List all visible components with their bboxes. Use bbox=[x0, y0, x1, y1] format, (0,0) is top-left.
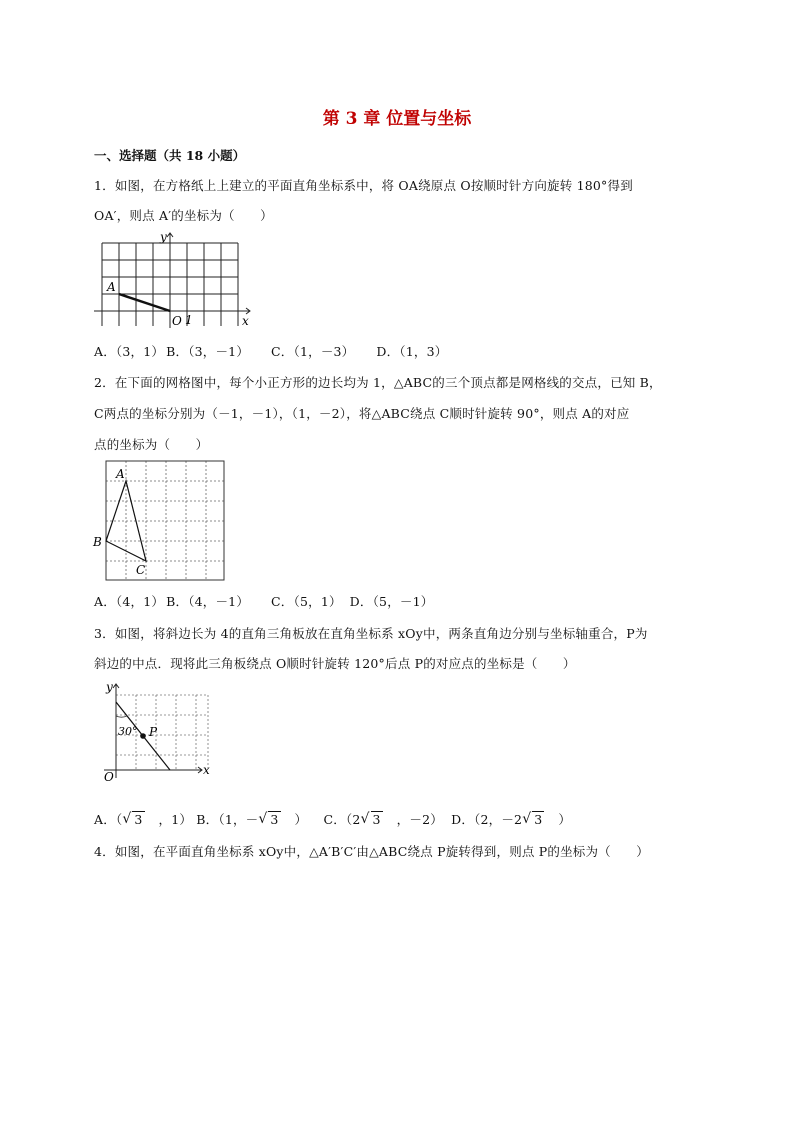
q1-segment-oa bbox=[119, 294, 170, 311]
q3-origin-label: O bbox=[104, 770, 114, 784]
q3-options bbox=[94, 810, 571, 828]
q2-point-a-label: A bbox=[116, 467, 125, 481]
sqrt-symbol bbox=[522, 812, 544, 827]
q1-grid-figure bbox=[92, 228, 257, 332]
q3-option-c[interactable] bbox=[323, 812, 443, 827]
q2-option-a[interactable]: A．（4，1） bbox=[94, 594, 165, 609]
q3-triangle-figure bbox=[92, 678, 222, 788]
q2-text-line1: 2．在下面的网格图中，每个小正方形的边长均为 1，△ABC的三个顶点都是网格线的交点，已知 B， bbox=[94, 375, 662, 390]
q3-option-c-radicand: 3 bbox=[372, 812, 381, 827]
q3-option-a-suffix: ，1） bbox=[158, 812, 193, 827]
q3-option-c-suffix: ，－2） bbox=[396, 812, 443, 827]
q3-option-a-prefix: A．（ bbox=[94, 812, 123, 827]
q3-point-p-label: P bbox=[149, 725, 158, 739]
q1-x-label: x bbox=[242, 314, 249, 328]
q3-option-a[interactable] bbox=[94, 812, 192, 827]
q1-option-d[interactable]: D．（1，3） bbox=[376, 344, 448, 359]
q1-text-line1: 1．如图，在方格纸上上建立的平面直角坐标系中，将 OA绕原点 O按顺时针方向旋转 180°得到 bbox=[94, 178, 633, 193]
q3-option-d-prefix: D．（2，－2 bbox=[451, 812, 523, 827]
q2-options bbox=[94, 592, 433, 610]
q2-grid-figure bbox=[88, 458, 230, 584]
q3-option-a-radicand: 3 bbox=[134, 812, 143, 827]
q1-origin-label: O bbox=[172, 314, 182, 328]
sqrt-symbol bbox=[361, 812, 383, 827]
q1-option-c[interactable]: C．（1，－3） bbox=[271, 344, 355, 359]
sqrt-symbol bbox=[258, 812, 280, 827]
q1-text-line2: OA′，则点 A′的坐标为（ ） bbox=[94, 208, 273, 223]
q2-point-c-label: C bbox=[136, 563, 146, 577]
q2-option-b[interactable]: B．（4，－1） bbox=[166, 594, 250, 609]
q4-text-line1: 4．如图，在平面直角坐标系 xOy中，△A′B′C′由△ABC绕点 P旋转得到，则点 P的坐标为（ ） bbox=[94, 844, 649, 859]
q3-option-c-prefix: C．（2 bbox=[323, 812, 361, 827]
q3-point-p bbox=[140, 733, 146, 739]
q2-point-b-label: B bbox=[93, 535, 102, 549]
q2-option-d[interactable]: D．（5，－1） bbox=[349, 594, 434, 609]
q1-unit-label: 1 bbox=[185, 313, 193, 327]
q3-text-line1: 3．如图，将斜边长为 4的直角三角板放在直角坐标系 xOy中，两条直角边分别与坐标轴重合，P为 bbox=[94, 626, 648, 641]
q3-option-d-suffix: ） bbox=[558, 812, 572, 827]
q3-option-d-radicand: 3 bbox=[534, 812, 543, 827]
page-title: 第 3 章 位置与坐标 bbox=[322, 109, 472, 129]
q3-text-line2: 斜边的中点．现将此三角板绕点 O顺时针旋转 120°后点 P的对应点的坐标是（ ） bbox=[94, 656, 576, 671]
q3-option-b-prefix: B．（1，－ bbox=[196, 812, 259, 827]
q3-option-b-radicand: 3 bbox=[270, 812, 279, 827]
q2-option-c[interactable]: C．（5，1） bbox=[271, 594, 342, 609]
q1-options bbox=[94, 342, 447, 360]
q3-option-b-suffix: ） bbox=[294, 812, 308, 827]
q2-text-line3: 点的坐标为（ ） bbox=[94, 437, 209, 452]
q3-option-d[interactable] bbox=[451, 812, 571, 827]
sqrt-symbol bbox=[122, 812, 144, 827]
section-heading: 一、选择题（共 18 小题） bbox=[94, 148, 246, 163]
q3-x-label: x bbox=[203, 763, 210, 777]
q1-y-label: y bbox=[160, 230, 167, 244]
q3-y-label: y bbox=[106, 680, 113, 694]
q1-option-a[interactable]: A．（3，1） bbox=[94, 344, 165, 359]
q1-point-a-label: A bbox=[107, 280, 116, 294]
q1-option-b[interactable]: B．（3，－1） bbox=[166, 344, 250, 359]
q2-text-line2: C两点的坐标分别为（－1，－1），（1，－2），将△ABC绕点 C顺时针旋转 90°，则点 A的对应 bbox=[94, 406, 630, 421]
q3-angle-arc bbox=[116, 716, 127, 717]
q3-angle-label: 30° bbox=[118, 725, 138, 738]
q3-option-b[interactable] bbox=[196, 812, 307, 827]
